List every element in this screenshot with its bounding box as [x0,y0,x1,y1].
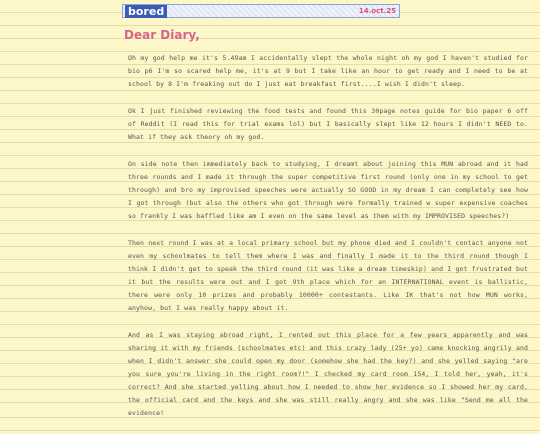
post-body [128,52,528,434]
post-paragraph: Oh my god help me it's 5.49am I accidentally slept the whole night oh my god I haven't studied for bio p6 I'm so scared help me, it's at 9 but I take like an hour to get ready and I need to be at school by 8 I'm freaking out do I just eat breakfast first....I wish I didn't sleep. [128,54,528,88]
post-paragraph: On side note then immediately back to studying, I dreamt about joining this MUN abroad and it had three rounds and I made it through the super competitive first round (only one in my school to get through) and bro my improvised speeches were actually SO GOOD in my dream I can completely see how I got through (but also the others who got through were formally trained w super expensive coaches so frankly I was baffled like am I even on the same level as them with my IMPROVISED speeches?) [128,160,528,220]
post-paragraph: Ok I just finished reviewing the food tests and found this 30page notes guide for bio paper 6 off of Reddit (I read this for trial exams lol) but I basically slept like 12 hours I didn't NEED to. What if they ask theory oh my god. [128,107,528,141]
post-paragraph: And as I was staying abroad right, I rented out this place for a few years apparently and was sharing it with my friends (schoolmates etc) and this crazy lady (25+ yo) came knocking angrily and when I didn't answer she could open my door (somehow she had the key?) and she yelled saying "are you sure you're living in the right room?!" I checked my card room 154, I told her, yeah, it's correct? And she started yelling about how I needed to show her evidence so I showed her my card, the official card and the keys and she was still really angry and she was like "Send me all the evidence! [128,331,528,417]
header-bar [122,4,400,18]
post-paragraph: Then next round I was at a local primary school but my phone died and I couldn't contact anyone not even my schoolmates to tell them where I was and finally I made it to the third round though I think I didn't get to speak the third round (it was like a dream timeskip) and I got frustrated but it but the results were out and I got 9th place which for an INTERNATIONAL event is ballistic, there were only 10 prizes and probably 10000+ contestants. Like IK that's not how MUN works, anyhow, but I was really happy about it. [128,239,528,312]
post-date: 14.oct.25 [358,7,396,15]
blog-title[interactable]: bored [125,5,167,18]
post-greeting: Dear Diary, [124,28,200,42]
